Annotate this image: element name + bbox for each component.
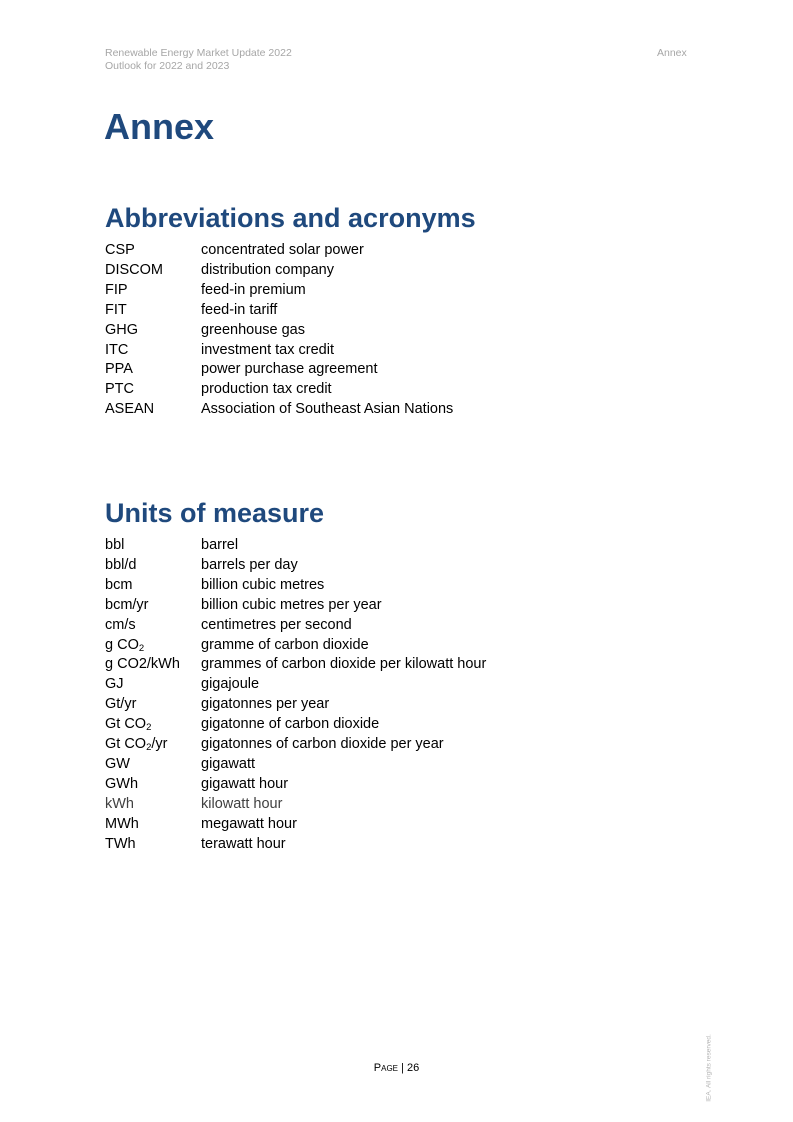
unit-definition: terawatt hour: [201, 835, 286, 852]
abbreviation-row: [105, 360, 665, 380]
unit-term-text: Gt CO: [105, 716, 147, 733]
abbreviation-definition: investment tax credit: [201, 341, 334, 358]
abbreviations-list: [105, 241, 665, 420]
unit-term: GW: [105, 755, 130, 772]
unit-term: [105, 636, 201, 656]
page-number: 26: [406, 1062, 420, 1074]
unit-row: [105, 835, 665, 855]
unit-term: [105, 715, 201, 735]
unit-term: bbl/d: [105, 556, 137, 573]
units-heading: Units of measure: [105, 498, 325, 528]
unit-definition: gigawatt: [201, 755, 256, 772]
abbreviation-row: [105, 261, 665, 281]
unit-row: [105, 735, 665, 755]
header-section-name: Annex: [657, 47, 687, 59]
abbreviation-definition: power purchase agreement: [201, 361, 378, 378]
unit-term: TWh: [105, 835, 136, 852]
unit-definition: megawatt hour: [201, 815, 297, 832]
abbreviation-definition: Association of Southeast Asian Nations: [201, 401, 454, 418]
unit-term: Gt/yr: [105, 696, 137, 713]
unit-term-suffix: /yr: [151, 736, 168, 753]
unit-definition: gigatonnes per year: [201, 696, 330, 713]
abbreviation-definition: distribution company: [201, 261, 334, 278]
unit-term: kWh: [105, 795, 134, 812]
unit-definition: barrels per day: [201, 556, 298, 573]
abbreviation-term: CSP: [105, 242, 135, 258]
unit-term-subscript: 2: [146, 722, 152, 734]
abbreviation-row: [105, 400, 665, 420]
abbreviation-term: FIP: [105, 281, 128, 298]
unit-term: GWh: [105, 775, 139, 792]
abbreviation-term: ITC: [105, 341, 129, 358]
abbreviation-definition: feed-in premium: [201, 281, 306, 298]
unit-row: [105, 755, 665, 775]
unit-definition: centimetres per second: [201, 616, 352, 633]
unit-row: [105, 556, 665, 576]
abbreviation-row: [105, 301, 665, 321]
unit-row: [105, 655, 665, 675]
unit-row: [105, 775, 665, 795]
units-list: [105, 536, 665, 855]
unit-definition: gigawatt hour: [201, 775, 289, 792]
report-subtitle: Outlook for 2022 and 2023: [105, 60, 230, 72]
abbreviation-term: PTC: [105, 381, 134, 398]
unit-definition: barrel: [201, 537, 239, 553]
abbreviation-definition: greenhouse gas: [201, 321, 305, 338]
unit-term: bcm: [105, 576, 133, 593]
unit-row: [105, 596, 665, 616]
unit-term: GJ: [105, 676, 124, 693]
unit-term-subscript: 2: [138, 642, 145, 654]
page-footer: [0, 1062, 793, 1075]
unit-definition: gigajoule: [201, 676, 260, 693]
abbreviation-term: FIT: [105, 301, 127, 318]
report-title: Renewable Energy Market Update 2022: [105, 47, 292, 59]
unit-row: [105, 616, 665, 636]
unit-definition: gramme of carbon dioxide: [201, 636, 369, 653]
abbreviation-definition: concentrated solar power: [201, 242, 364, 258]
unit-row: [105, 636, 665, 656]
page-label: Page: [373, 1062, 398, 1074]
unit-row: [105, 795, 665, 815]
unit-row: [105, 715, 665, 735]
unit-definition: billion cubic metres per year: [201, 596, 382, 613]
unit-row: [105, 675, 665, 695]
unit-row: [105, 536, 665, 556]
unit-definition: kilowatt hour: [201, 795, 283, 812]
abbreviation-definition: feed-in tariff: [201, 301, 278, 318]
abbreviation-row: [105, 281, 665, 301]
abbreviation-term: DISCOM: [105, 261, 163, 278]
unit-term-text: Gt CO: [105, 736, 147, 753]
unit-definition: billion cubic metres: [201, 576, 325, 593]
rights-notice: IEA. All rights reserved.: [705, 1034, 713, 1102]
unit-definition: gigatonne of carbon dioxide: [201, 716, 380, 733]
abbreviation-row: [105, 321, 665, 341]
unit-term: MWh: [105, 815, 139, 832]
abbreviation-row: [105, 241, 665, 261]
abbreviation-row: [105, 380, 665, 400]
unit-term-subscript: 2: [146, 742, 152, 754]
abbreviation-term: ASEAN: [105, 401, 155, 418]
unit-term: [105, 735, 201, 755]
unit-term: g CO2/kWh: [105, 656, 180, 673]
unit-term-text: g CO: [105, 636, 139, 653]
unit-term: cm/s: [105, 616, 136, 633]
unit-term: bcm/yr: [105, 596, 149, 613]
page-title: Annex: [104, 106, 215, 147]
page-separator: |: [398, 1062, 407, 1074]
unit-definition: gigatonnes of carbon dioxide per year: [201, 736, 444, 753]
unit-term: bbl: [105, 537, 125, 553]
unit-row: [105, 695, 665, 715]
abbreviation-row: [105, 341, 665, 361]
abbreviations-heading: Abbreviations and acronyms: [105, 203, 476, 233]
running-header: [105, 47, 292, 73]
abbreviation-term: PPA: [105, 361, 133, 378]
abbreviation-term: GHG: [105, 321, 139, 338]
unit-row: [105, 815, 665, 835]
unit-definition: grammes of carbon dioxide per kilowatt hour: [201, 656, 487, 673]
unit-row: [105, 576, 665, 596]
abbreviation-definition: production tax credit: [201, 381, 332, 398]
